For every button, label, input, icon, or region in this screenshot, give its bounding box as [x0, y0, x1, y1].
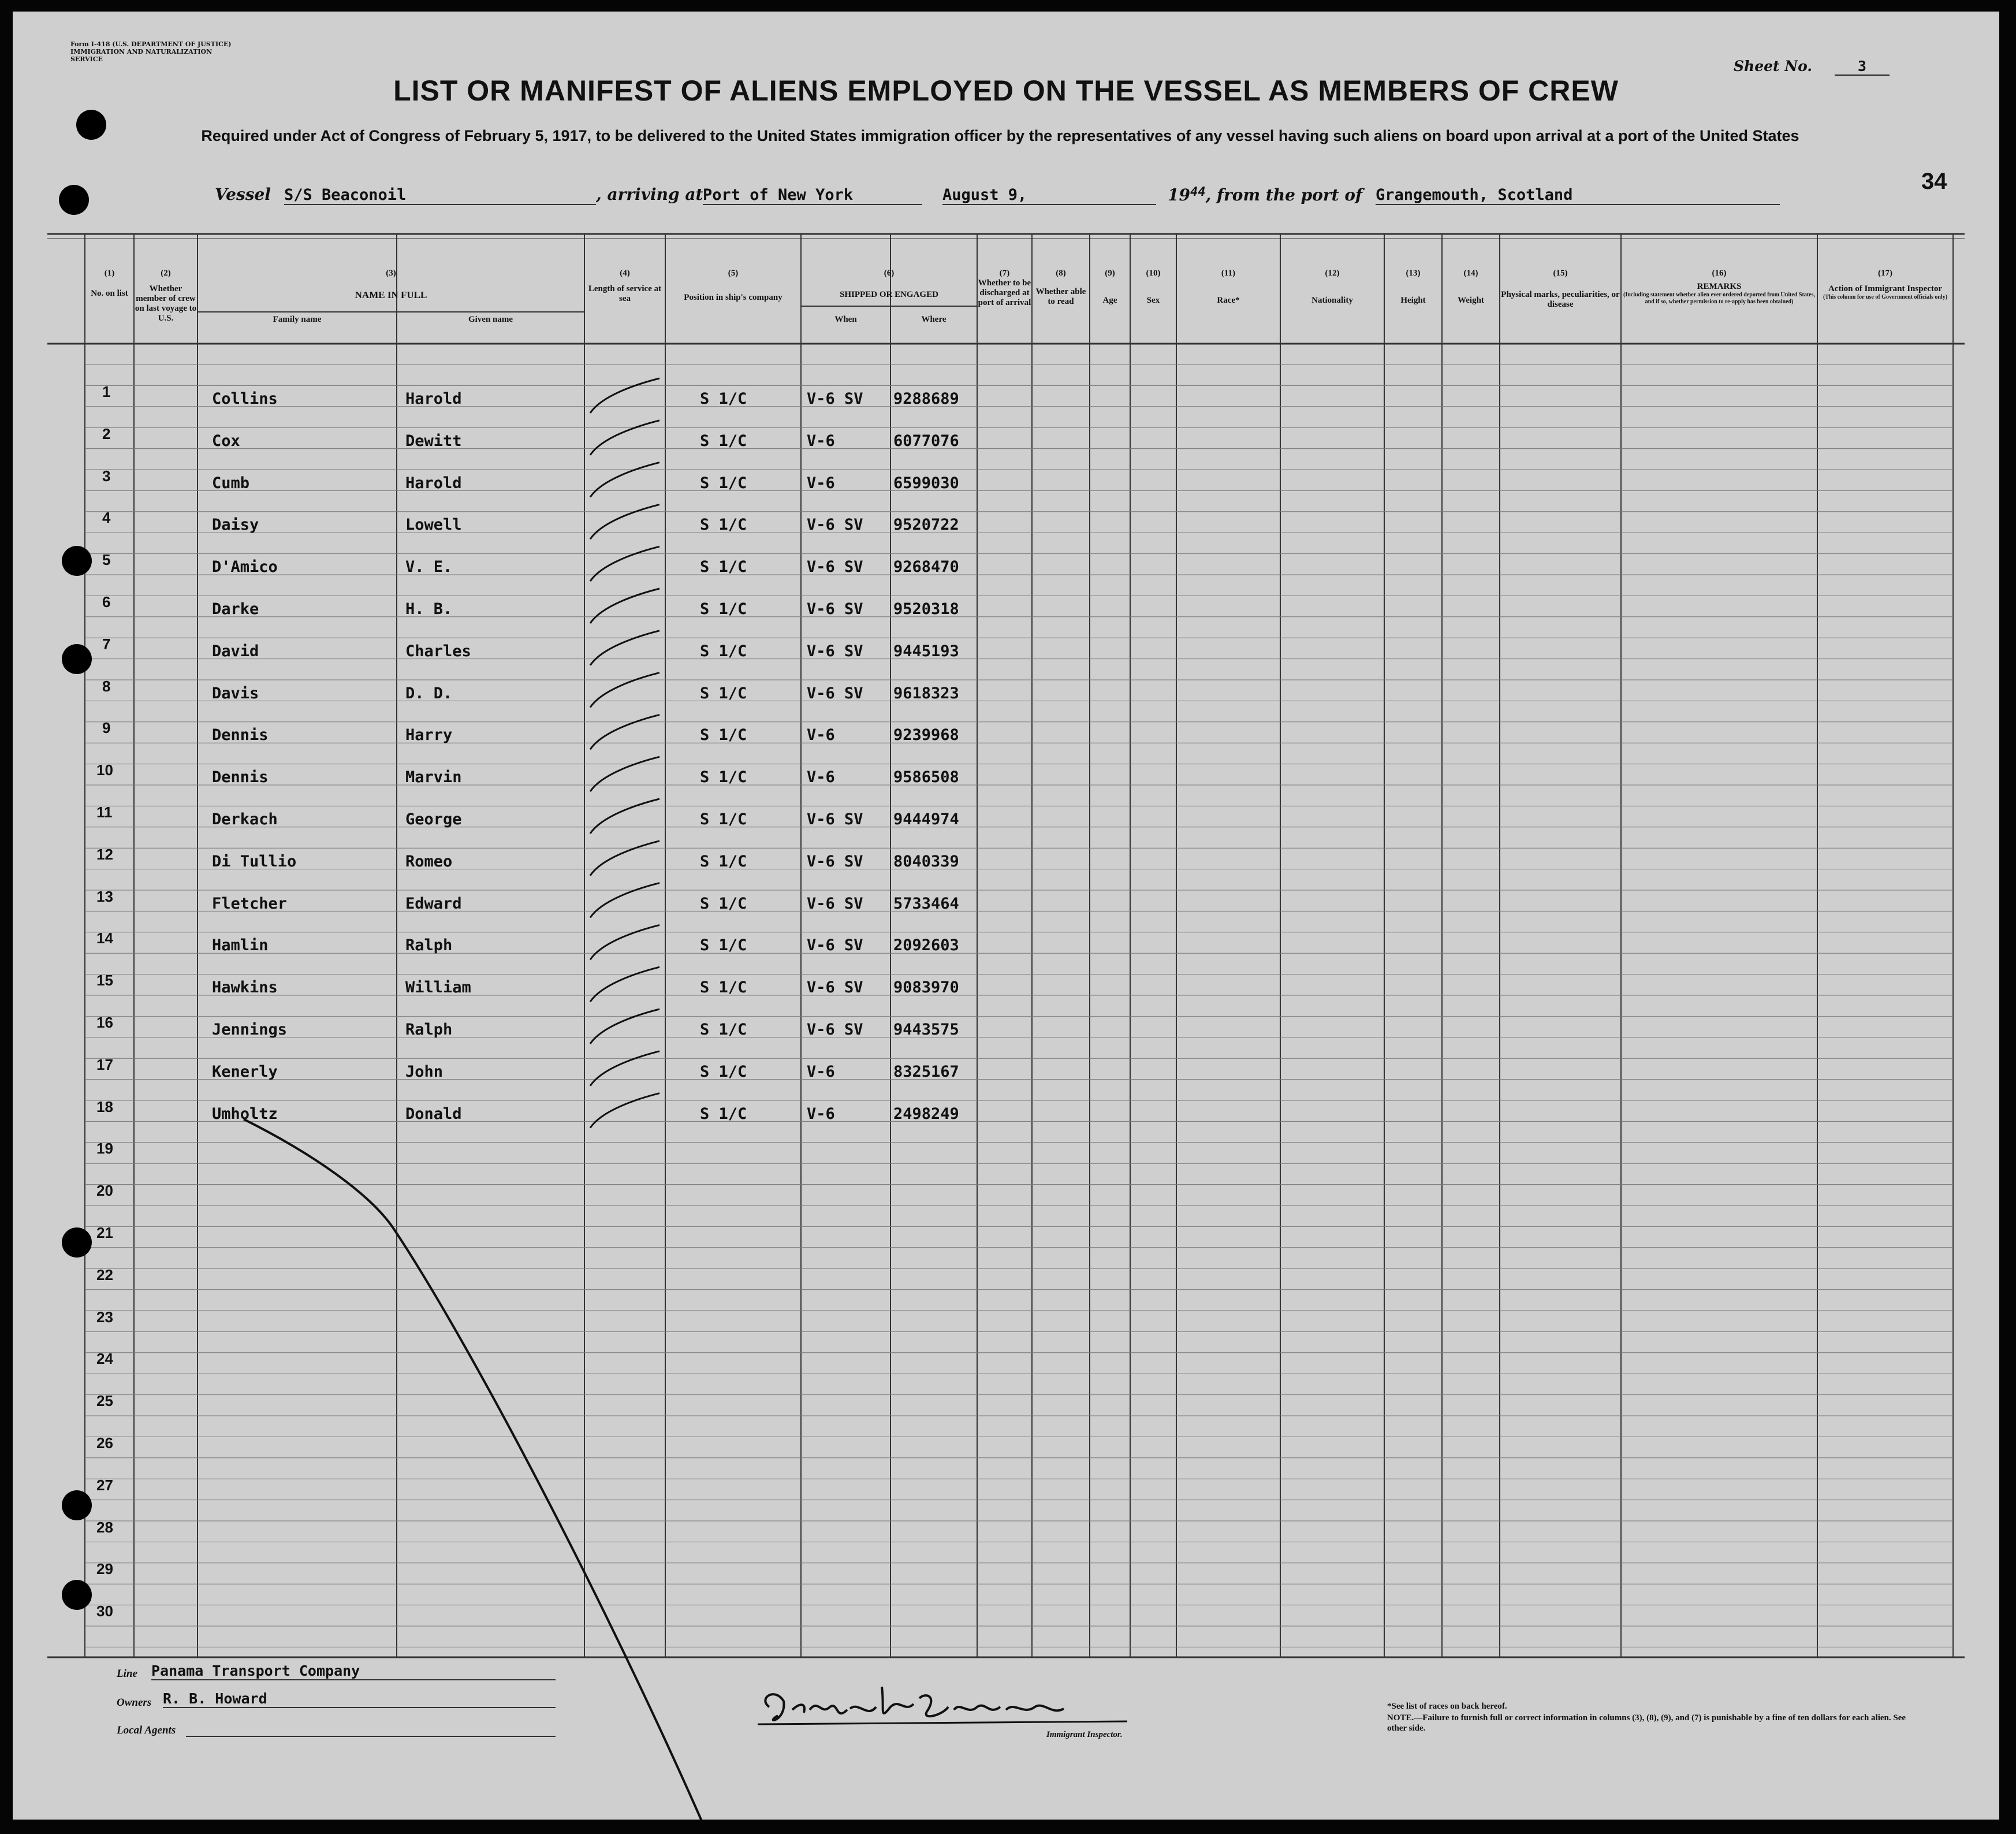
given-name: Harry — [405, 726, 453, 745]
shipped-where: 6077076 — [893, 431, 959, 450]
line-label: Line — [117, 1668, 137, 1680]
row-number: 29 — [96, 1560, 113, 1578]
family-name: Cox — [212, 431, 240, 450]
shipped-when: V-6 SV — [807, 684, 863, 702]
row-number: 21 — [96, 1224, 113, 1241]
family-name: Derkach — [212, 810, 278, 828]
manifest-sheet — [13, 12, 1999, 1820]
family-name: Dennis — [212, 768, 269, 787]
col-head-11: (11) Race* — [1217, 269, 1240, 305]
vessel-name: S/S Beaconoil — [284, 186, 596, 205]
shipped-when: V-6 SV — [807, 1021, 863, 1039]
check-mark — [590, 799, 659, 834]
shipped-where: 9443575 — [893, 1021, 959, 1039]
position-in-company: S 1/C — [700, 1062, 747, 1081]
shipped-when: V-6 — [807, 1104, 835, 1123]
line-value: Panama Transport Company — [151, 1662, 556, 1680]
check-mark — [590, 841, 659, 876]
shipped-where: 2092603 — [893, 936, 959, 955]
shipped-when: V-6 SV — [807, 558, 863, 576]
check-mark — [590, 1009, 659, 1044]
col-head-17: (17) Action of Immigrant Inspector (This column for use of Government officials only) — [1823, 269, 1948, 300]
given-name: H. B. — [405, 600, 453, 618]
row-number: 19 — [96, 1140, 113, 1158]
col-head-15: (15) Physical marks, peculiarities, or disease — [1501, 269, 1620, 309]
given-name: Dewitt — [405, 431, 462, 450]
page-number: 34 — [1921, 169, 1947, 194]
position-in-company: S 1/C — [700, 894, 747, 913]
position-in-company: S 1/C — [700, 768, 747, 787]
col-head-1: (1) No. on list — [91, 269, 128, 298]
row-number: 8 — [102, 677, 111, 695]
punch-hole — [59, 185, 89, 215]
position-in-company: S 1/C — [700, 642, 747, 660]
col-head-14: (14) Weight — [1458, 269, 1484, 305]
check-mark — [590, 673, 659, 708]
col-head-3: (3) NAME IN FULL — [355, 269, 427, 300]
family-name: David — [212, 642, 259, 660]
punch-hole — [62, 1580, 92, 1610]
shipped-where: 9618323 — [893, 684, 959, 702]
shipped-where: 9083970 — [893, 979, 959, 997]
check-mark — [590, 883, 659, 918]
form-code: Form I-418 (U.S. DEPARTMENT OF JUSTICE) IMMIGRATION AND NATURALIZATION SERVICE — [70, 40, 232, 63]
row-number: 6 — [102, 593, 111, 611]
given-name: Ralph — [405, 936, 453, 955]
check-mark — [590, 546, 659, 581]
position-in-company: S 1/C — [700, 726, 747, 745]
shipped-when: V-6 — [807, 474, 835, 492]
row-number: 15 — [96, 972, 113, 989]
col-head-10: (10) Sex — [1146, 269, 1161, 305]
col-head-family: Family name — [273, 315, 322, 324]
row-number: 12 — [96, 845, 113, 863]
row-number: 30 — [96, 1602, 113, 1620]
col-head-when: When — [834, 315, 857, 324]
shipped-where: 9520318 — [893, 600, 959, 618]
col-head-4: (4) Length of service at sea — [588, 269, 662, 303]
col-head-6: (6) SHIPPED OR ENGAGED — [840, 269, 938, 299]
position-in-company: S 1/C — [700, 979, 747, 997]
row-number: 23 — [96, 1308, 113, 1326]
given-name: Harold — [405, 474, 462, 492]
year-prefix: 19 — [1168, 185, 1190, 204]
punch-hole — [62, 546, 92, 576]
check-mark — [590, 631, 659, 665]
row-number: 17 — [96, 1055, 113, 1073]
shipped-when: V-6 SV — [807, 642, 863, 660]
shipped-when: V-6 SV — [807, 894, 863, 913]
col-head-7: (7) Whether to be discharged at port of arrival — [978, 269, 1031, 307]
row-number: 11 — [96, 803, 113, 821]
col-head-5: (5) Position in ship's company — [684, 269, 782, 302]
race-note: *See list of races on back hereof. — [1387, 1702, 1507, 1711]
given-name: John — [405, 1062, 444, 1081]
row-number: 25 — [96, 1392, 113, 1410]
given-name: Harold — [405, 390, 462, 408]
given-name: Ralph — [405, 1021, 453, 1039]
family-name: Hamlin — [212, 936, 269, 955]
row-number: 10 — [96, 761, 113, 779]
position-in-company: S 1/C — [700, 936, 747, 955]
sheet-number-value: 3 — [1835, 58, 1890, 76]
agents-label: Local Agents — [117, 1724, 176, 1736]
family-name: Kenerly — [212, 1062, 278, 1081]
family-name: Daisy — [212, 516, 259, 534]
arrival-date: August 9, — [942, 186, 1156, 205]
given-name: William — [405, 979, 471, 997]
given-name: George — [405, 810, 462, 828]
shipped-when: V-6 — [807, 768, 835, 787]
check-mark — [590, 925, 659, 959]
col-head-16: (16) REMARKS (Including statement whether alien ever ordered deported from United States, and if so, whether permission to re-apply has been obtained) — [1623, 269, 1815, 305]
shipped-when: V-6 SV — [807, 390, 863, 408]
col-head-given: Given name — [468, 315, 513, 324]
vessel-label: Vessel — [215, 185, 271, 204]
row-number: 4 — [102, 509, 111, 527]
check-mark — [590, 1093, 659, 1128]
shipped-when: V-6 — [807, 1062, 835, 1081]
pen-marks — [13, 12, 1999, 1820]
row-number: 7 — [102, 635, 111, 653]
departure-port: Grangemouth, Scotland — [1376, 186, 1780, 205]
fine-note: NOTE.—Failure to furnish full or correct information in columns (3), (8), (9), and (7) is punishable by a fine of ten dollars for each alien. See other side. — [1387, 1713, 1906, 1733]
cancellation-line — [244, 1119, 723, 1820]
shipped-where: 9288689 — [893, 390, 959, 408]
family-name: Davis — [212, 684, 259, 702]
from-label: , from the port of — [1205, 185, 1363, 204]
row-number: 18 — [96, 1098, 113, 1115]
row-number: 14 — [96, 929, 113, 947]
form-subtitle: Required under Act of Congress of February 5, 1917, to be delivered to the United States immigration officer by the representatives of any vessel having such aliens on board upon arrival at a port of the United States — [201, 127, 1799, 144]
punch-hole — [62, 1227, 92, 1258]
given-name: D. D. — [405, 684, 453, 702]
given-name: Charles — [405, 642, 471, 660]
row-number: 2 — [102, 425, 111, 442]
family-name: Umholtz — [212, 1104, 278, 1123]
shipped-when: V-6 — [807, 726, 835, 745]
position-in-company: S 1/C — [700, 474, 747, 492]
inspector-signature — [752, 1675, 1145, 1739]
shipped-when: V-6 SV — [807, 810, 863, 828]
given-name: Marvin — [405, 768, 462, 787]
row-number: 9 — [102, 719, 111, 737]
family-name: Fletcher — [212, 894, 288, 913]
check-mark — [590, 589, 659, 623]
row-number: 22 — [96, 1266, 113, 1284]
row-number: 16 — [96, 1014, 113, 1031]
row-number: 28 — [96, 1518, 113, 1536]
position-in-company: S 1/C — [700, 852, 747, 871]
check-mark — [590, 967, 659, 1002]
form-title: LIST OR MANIFEST OF ALIENS EMPLOYED ON THE VESSEL AS MEMBERS OF CREW — [393, 75, 1619, 107]
row-number: 24 — [96, 1350, 113, 1368]
shipped-where: 5733464 — [893, 894, 959, 913]
shipped-when: V-6 — [807, 431, 835, 450]
family-name: Darke — [212, 600, 259, 618]
row-number: 27 — [96, 1476, 113, 1494]
position-in-company: S 1/C — [700, 684, 747, 702]
check-mark — [590, 504, 659, 539]
check-mark — [590, 421, 659, 455]
check-mark — [590, 757, 659, 791]
shipped-when: V-6 SV — [807, 852, 863, 871]
row-number: 5 — [102, 551, 111, 569]
col-head-13: (13) Height — [1400, 269, 1426, 305]
agents-value-line — [186, 1736, 556, 1737]
col-head-2: (2) Whether member of crew on last voyage to U.S. — [135, 269, 197, 323]
family-name: Hawkins — [212, 979, 278, 997]
col-head-9: (9) Age — [1102, 269, 1117, 305]
position-in-company: S 1/C — [700, 558, 747, 576]
row-number: 20 — [96, 1182, 113, 1200]
family-name: Jennings — [212, 1021, 288, 1039]
position-in-company: S 1/C — [700, 431, 747, 450]
family-name: D'Amico — [212, 558, 278, 576]
shipped-where: 9586508 — [893, 768, 959, 787]
arriving-label: , arriving at — [596, 185, 703, 204]
shipped-where: 8325167 — [893, 1062, 959, 1081]
col-head-8: (8) Whether able to read — [1035, 269, 1086, 306]
shipped-where: 9239968 — [893, 726, 959, 745]
row-number: 26 — [96, 1434, 113, 1452]
col-head-where: Where — [921, 315, 946, 324]
row-number: 1 — [102, 383, 111, 400]
punch-hole — [62, 1490, 92, 1520]
shipped-when: V-6 SV — [807, 516, 863, 534]
position-in-company: S 1/C — [700, 1104, 747, 1123]
position-in-company: S 1/C — [700, 810, 747, 828]
check-mark — [590, 715, 659, 749]
shipped-where: 8040339 — [893, 852, 959, 871]
row-number: 3 — [102, 467, 111, 485]
family-name: Collins — [212, 390, 278, 408]
position-in-company: S 1/C — [700, 600, 747, 618]
owners-value: R. B. Howard — [163, 1690, 556, 1708]
row-number: 13 — [96, 887, 113, 905]
owners-label: Owners — [117, 1697, 152, 1709]
year-suffix: 44 — [1190, 185, 1206, 199]
check-mark — [590, 378, 659, 413]
position-in-company: S 1/C — [700, 1021, 747, 1039]
shipped-when: V-6 SV — [807, 600, 863, 618]
shipped-when: V-6 SV — [807, 936, 863, 955]
family-name: Di Tullio — [212, 852, 297, 871]
inspector-label: Immigrant Inspector. — [1046, 1730, 1123, 1739]
shipped-where: 9268470 — [893, 558, 959, 576]
shipped-where: 9445193 — [893, 642, 959, 660]
check-mark — [590, 1051, 659, 1086]
given-name: Lowell — [405, 516, 462, 534]
position-in-company: S 1/C — [700, 516, 747, 534]
shipped-where: 9520722 — [893, 516, 959, 534]
punch-hole — [62, 644, 92, 674]
port-of-arrival: Port of New York — [703, 186, 922, 205]
sheet-label: Sheet No. — [1734, 58, 1813, 75]
shipped-where: 6599030 — [893, 474, 959, 492]
shipped-when: V-6 SV — [807, 979, 863, 997]
given-name: Romeo — [405, 852, 453, 871]
shipped-where: 9444974 — [893, 810, 959, 828]
given-name: Edward — [405, 894, 462, 913]
position-in-company: S 1/C — [700, 390, 747, 408]
given-name: V. E. — [405, 558, 453, 576]
col-head-12: (12) Nationality — [1311, 269, 1353, 305]
given-name: Donald — [405, 1104, 462, 1123]
check-mark — [590, 463, 659, 497]
family-name: Cumb — [212, 474, 250, 492]
shipped-where: 2498249 — [893, 1104, 959, 1123]
family-name: Dennis — [212, 726, 269, 745]
punch-hole — [76, 110, 106, 140]
